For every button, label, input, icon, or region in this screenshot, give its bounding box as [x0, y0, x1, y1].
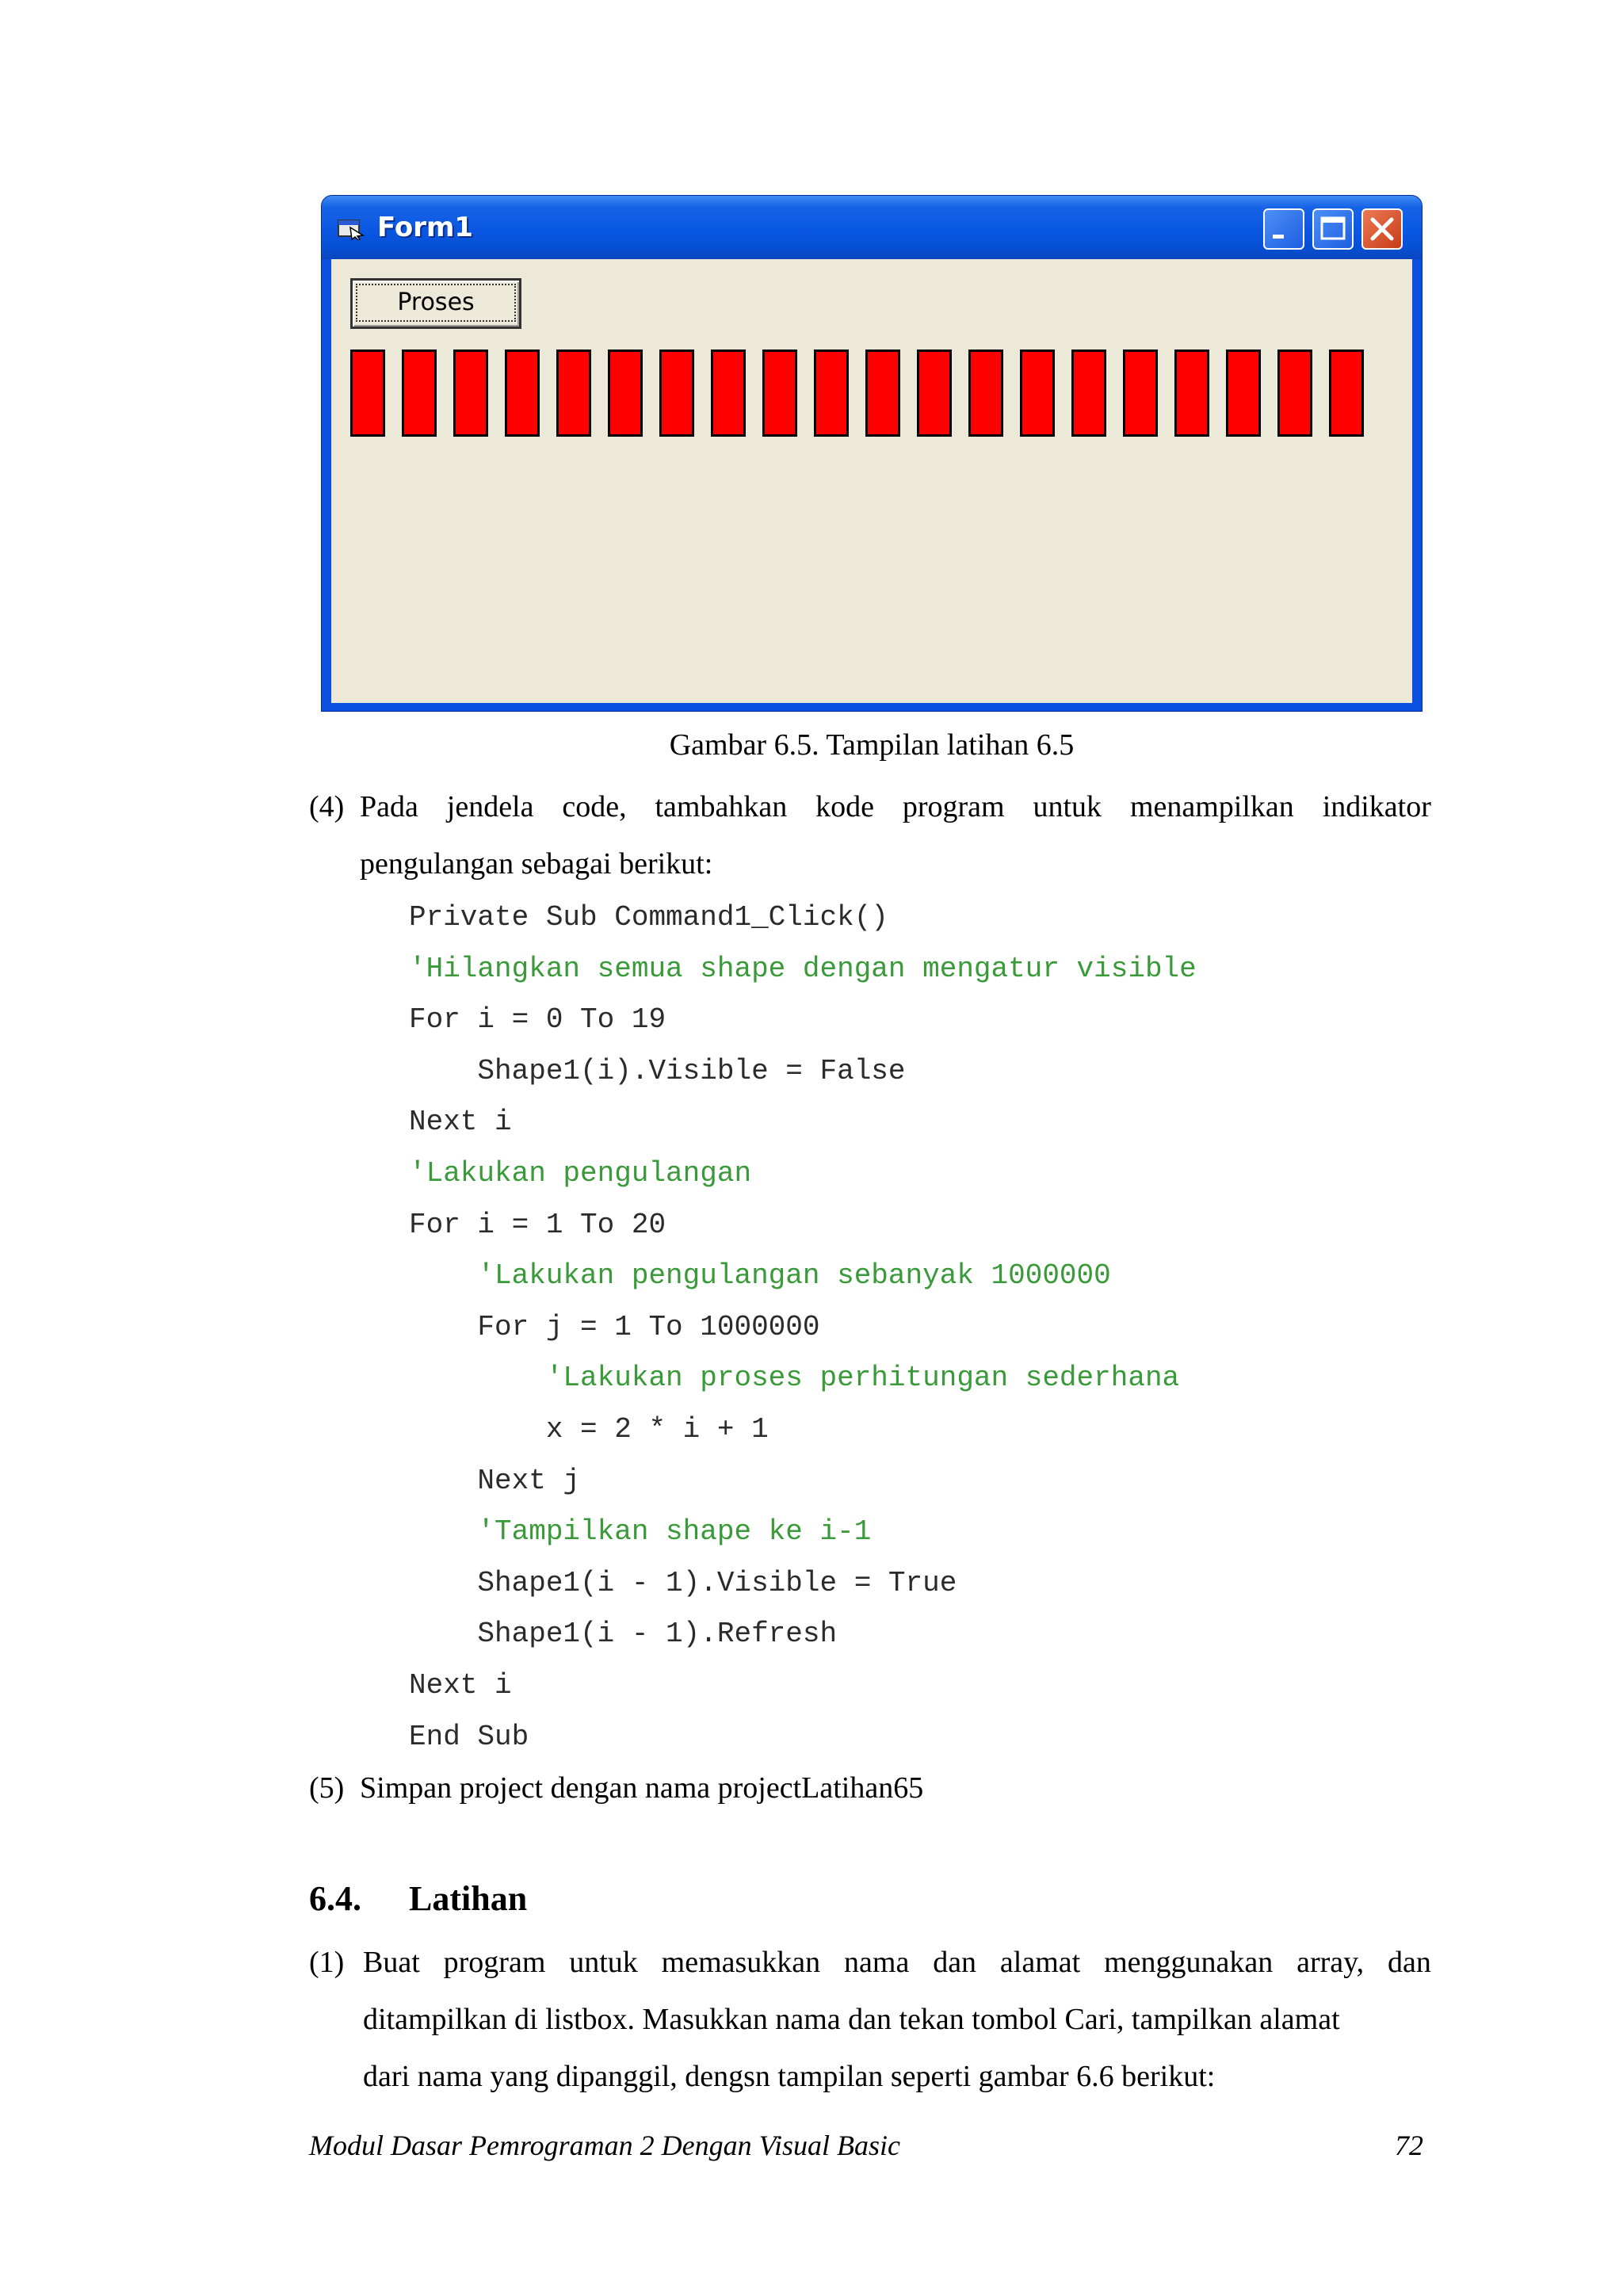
proses-button[interactable] [350, 278, 521, 329]
code-comment-line: 'Lakukan proses perhitungan sederhana [409, 1362, 1180, 1395]
code-comment-line: 'Lakukan pengulangan [409, 1156, 752, 1190]
code-line: End Sub [409, 1720, 529, 1753]
code-comment-line: 'Hilangkan semua shape dengan mengatur visible [409, 952, 1197, 985]
code-line: Shape1(i).Visible = False [409, 1054, 906, 1087]
word: indikator [1322, 790, 1431, 823]
page-number: 72 [1395, 2130, 1423, 2161]
figure-caption: Gambar 6.5. Tampilan latihan 6.5 [669, 728, 1075, 762]
word: menggunakan [1104, 1946, 1274, 1979]
window-title: Form1 [377, 212, 474, 243]
word: alamat [999, 1946, 1081, 1979]
step-number: (5) [309, 1771, 345, 1805]
exercise-1-line-2: ditampilkan di listbox. Masukkan nama dan tekan tombol Cari, tampilkan alamat [363, 2003, 1340, 2036]
word: tambahkan [655, 790, 788, 823]
form1-window [321, 195, 1423, 712]
shape-indicator [814, 350, 849, 437]
code-comment-line: 'Lakukan pengulangan sebanyak 1000000 [409, 1259, 1111, 1293]
word: untuk [569, 1946, 638, 1979]
shape-indicator [659, 350, 694, 437]
step-5-text: Simpan project dengan nama projectLatihan65 [360, 1771, 924, 1805]
code-line: Private Sub Command1_Click() [409, 901, 888, 934]
shape-indicator [1174, 350, 1209, 437]
shape-indicator [1123, 350, 1158, 437]
word: Pada [360, 790, 418, 823]
word: code, [562, 790, 627, 823]
shape-indicator [1277, 350, 1312, 437]
code-block [409, 892, 1197, 1763]
code-line: Next i [409, 1668, 512, 1702]
form-client-area [331, 259, 1412, 703]
shape-indicator [350, 350, 385, 437]
code-comment-line: 'Tampilkan shape ke i-1 [409, 1515, 872, 1549]
code-line: For j = 1 To 1000000 [409, 1310, 820, 1343]
shape-indicator [762, 350, 797, 437]
exercise-number: (1) [309, 1946, 345, 1979]
shape-indicator [711, 350, 746, 437]
minimize-button[interactable] [1263, 208, 1304, 250]
section-title: Latihan [409, 1879, 528, 1918]
word: Buat [363, 1946, 420, 1979]
word: menampilkan [1129, 790, 1294, 823]
form-icon [338, 218, 365, 240]
close-icon [1363, 210, 1401, 248]
shape-indicator [608, 350, 643, 437]
shape-indicator [1226, 350, 1261, 437]
step-4-line-1 [360, 778, 1431, 835]
word: jendela [446, 790, 534, 823]
shape-indicator [968, 350, 1003, 437]
shape-indicator [917, 350, 952, 437]
exercise-1-line-1 [363, 1934, 1431, 1991]
code-line: For i = 1 To 20 [409, 1208, 666, 1241]
minimize-icon [1265, 210, 1303, 248]
code-line: Next j [409, 1464, 581, 1497]
maximize-icon [1314, 210, 1352, 248]
shape-indicator [402, 350, 437, 437]
window-titlebar[interactable] [322, 196, 1422, 259]
word: nama [844, 1946, 910, 1979]
code-line: Shape1(i - 1).Refresh [409, 1618, 838, 1651]
section-number: 6.4. [309, 1879, 361, 1918]
shape-indicator [1020, 350, 1055, 437]
step-number: (4) [309, 790, 345, 823]
word: untuk [1033, 790, 1102, 823]
shape-indicator-row [350, 350, 1381, 437]
shape-indicator [1071, 350, 1106, 437]
word: dan [933, 1946, 977, 1979]
code-line: For i = 0 To 19 [409, 1003, 666, 1037]
close-button[interactable] [1361, 208, 1403, 250]
footer-title: Modul Dasar Pemrograman 2 Dengan Visual Basic [309, 2130, 900, 2161]
step-4-line-2: pengulangan sebagai berikut: [360, 847, 713, 881]
code-line: Next i [409, 1106, 512, 1139]
exercise-1-line-3: dari nama yang dipanggil, dengsn tampilan seperti gambar 6.6 berikut: [363, 2060, 1216, 2093]
code-line: Shape1(i - 1).Visible = True [409, 1566, 957, 1599]
maximize-button[interactable] [1312, 208, 1354, 250]
word: program [902, 790, 1005, 823]
shape-indicator [556, 350, 591, 437]
shape-indicator [1329, 350, 1364, 437]
code-line: x = 2 * i + 1 [409, 1412, 769, 1446]
word: memasukkan [661, 1946, 821, 1979]
shape-indicator [865, 350, 900, 437]
proses-button-label: Proses [356, 284, 515, 322]
word: array, [1296, 1946, 1365, 1979]
shape-indicator [453, 350, 488, 437]
shape-indicator [505, 350, 540, 437]
word: program [443, 1946, 546, 1979]
word: dan [1388, 1946, 1431, 1979]
word: kode [815, 790, 874, 823]
